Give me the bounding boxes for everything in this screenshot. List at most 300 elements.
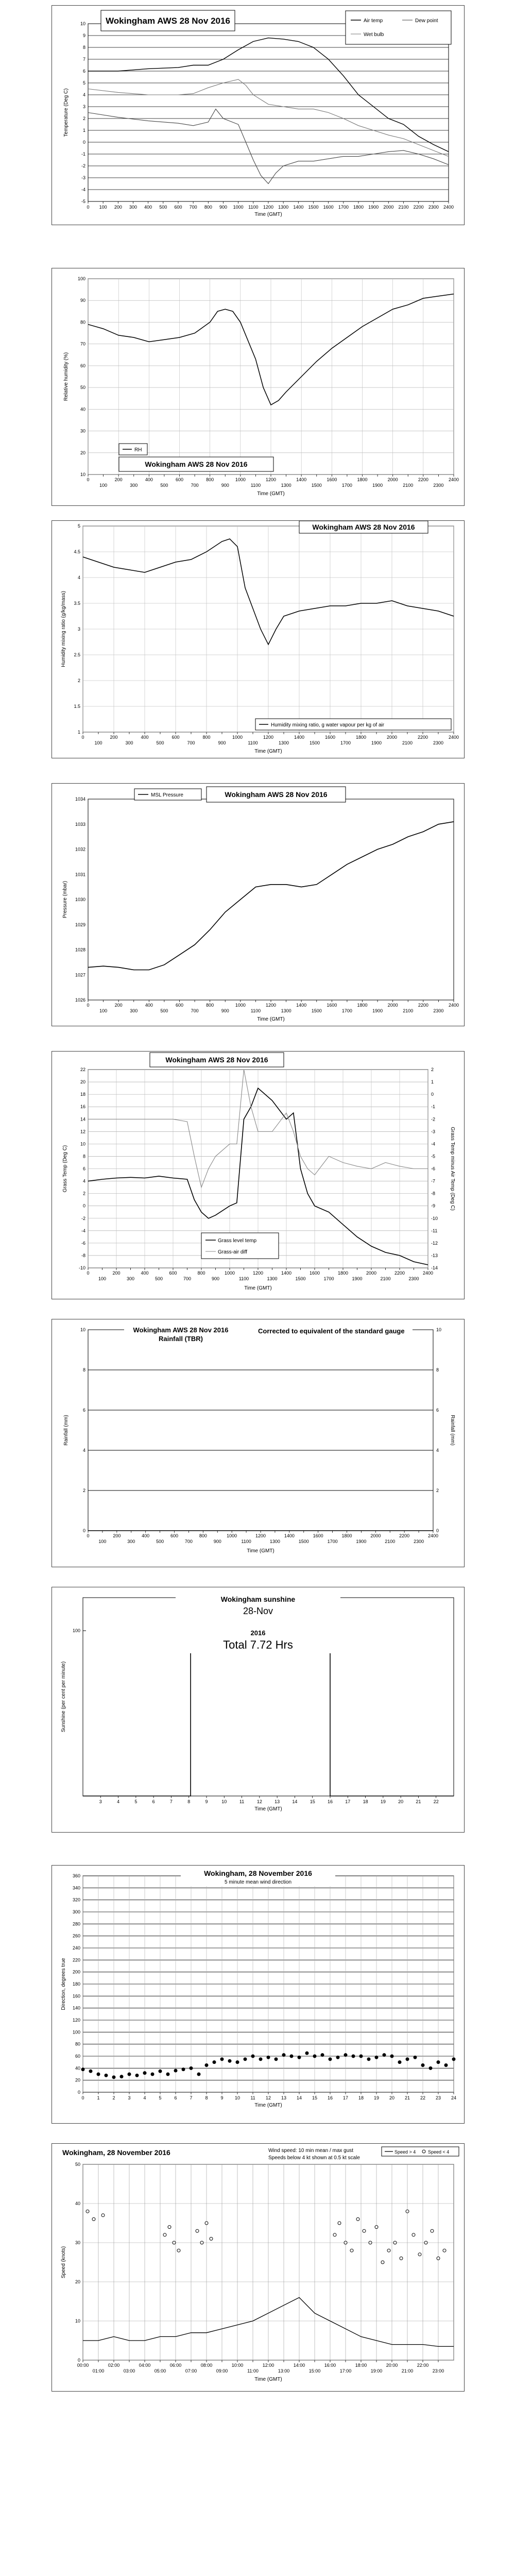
speed-below-4-point: [168, 2226, 171, 2229]
y-tick-label: 8: [82, 45, 85, 50]
wind-direction-point: [143, 2071, 147, 2075]
wind-direction-point: [105, 2074, 108, 2077]
x-tick-label: 700: [191, 483, 199, 488]
y-tick-label: 1: [82, 128, 85, 133]
x-tick-label: 1800: [355, 735, 367, 740]
x-tick-label: 23: [435, 2095, 441, 2100]
y-tick-label: 1031: [75, 872, 85, 877]
x-tick-label: 06:00: [169, 2363, 182, 2368]
x-tick-label: 18:00: [355, 2363, 367, 2368]
x-tick-label: 200: [110, 735, 118, 740]
x-tick-label: 1800: [357, 1003, 368, 1008]
y-tick-label: 2: [82, 1488, 85, 1493]
chart-note-1: Wind speed: 10 min mean / max gust: [268, 2148, 354, 2154]
x-tick-label: 1200: [265, 1003, 277, 1008]
x-tick-label: 05:00: [154, 2368, 166, 2374]
x-tick-label: 1500: [311, 483, 322, 488]
x-tick-label: 1100: [248, 740, 258, 745]
x-tick-label: 2000: [386, 735, 398, 740]
y-tick-label: 1030: [75, 897, 85, 902]
x-tick-label: 300: [127, 1539, 135, 1544]
y-tick-label: 1029: [75, 922, 85, 927]
chart-title: Wokingham AWS 28 Nov 2016: [133, 1326, 229, 1334]
x-tick-label: 600: [169, 1270, 177, 1276]
y-tick-label: 14: [80, 1116, 85, 1122]
x-tick-label: 1600: [324, 735, 336, 740]
y-axis-label: Speed (knots): [61, 2246, 66, 2279]
y2-tick-label: -9: [431, 1203, 436, 1209]
x-tick-label: 1400: [293, 205, 304, 210]
wind-direction-point: [220, 2057, 224, 2061]
x-tick-label: 1500: [311, 1008, 322, 1013]
speed-below-4-point: [437, 2257, 440, 2260]
wind-direction-point: [197, 2073, 201, 2076]
y-tick-label: 50: [75, 2162, 80, 2167]
x-tick-label: 13: [281, 2095, 287, 2100]
wind-direction-point: [267, 2056, 270, 2059]
x-tick-label: 17:00: [339, 2368, 352, 2374]
x-tick-label: 300: [126, 1276, 135, 1281]
wind-direction-point: [329, 2057, 332, 2061]
x-axis-label: Time (GMT): [257, 1016, 285, 1022]
speed-below-4-point: [393, 2241, 397, 2244]
x-tick-label: 12: [256, 1799, 262, 1804]
x-tick-label: 11:00: [247, 2368, 259, 2374]
speed-below-4-point: [381, 2261, 384, 2264]
x-tick-label: 14: [296, 2095, 302, 2100]
y-tick-label: 0: [77, 2358, 80, 2363]
wind-direction-point: [89, 2070, 93, 2073]
y-tick-label: 16: [80, 1104, 85, 1110]
y2-tick-label: -12: [431, 1240, 438, 1246]
y2-axis-label: Grass Temp minus Air Temp (Deg C): [450, 1127, 455, 1211]
x-tick-label: 04:00: [139, 2363, 151, 2368]
x-tick-label: 1600: [323, 205, 334, 210]
wind-direction-point: [375, 2056, 379, 2059]
legend-label-speed-above: Speed > 4: [394, 2149, 416, 2155]
wind-direction-point: [97, 2073, 100, 2076]
y-tick-label: 4: [82, 92, 85, 97]
x-tick-label: 9: [205, 1799, 208, 1804]
x-tick-label: 800: [206, 477, 214, 482]
wind-direction-point: [112, 2075, 116, 2079]
grass-temp-chart-panel: [52, 1051, 465, 1299]
x-tick-label: 200: [114, 205, 122, 210]
x-tick-label: 900: [211, 1276, 220, 1281]
x-tick-label: 1400: [284, 1533, 295, 1538]
wind-direction-point: [313, 2055, 317, 2058]
y-tick-label: 1027: [75, 972, 85, 978]
x-tick-label: 900: [213, 1539, 221, 1544]
x-tick-label: 19: [380, 1799, 386, 1804]
y-tick-label: 8: [82, 1154, 85, 1159]
x-tick-label: 12: [265, 2095, 271, 2100]
y-tick-label: 360: [72, 1873, 80, 1878]
y-tick-label: 4: [82, 1448, 85, 1453]
chart-title: Wokingham, 28 November 2016: [62, 2148, 170, 2157]
x-tick-label: 500: [160, 483, 168, 488]
wind-direction-point: [421, 2063, 425, 2067]
x-tick-label: 2200: [417, 735, 428, 740]
y-tick-label: 40: [80, 406, 85, 412]
x-tick-label: 22:00: [417, 2363, 429, 2368]
y-tick-label: 22: [80, 1067, 85, 1072]
x-tick-label: 300: [129, 205, 138, 210]
chart-subtitle: Rainfall (TBR): [159, 1335, 203, 1343]
y-tick-label: 10: [75, 2318, 80, 2324]
rainfall-chart-panel: [52, 1319, 465, 1567]
y2-tick-label: 2: [431, 1067, 434, 1072]
y-tick-label: 6: [82, 1408, 85, 1413]
y-tick-label: 80: [75, 2041, 80, 2047]
wind-direction-point: [444, 2063, 448, 2067]
y2-tick-label: 4: [436, 1448, 439, 1453]
y-tick-label: -1: [81, 151, 85, 157]
y-tick-label: 4: [82, 1178, 85, 1184]
wind-direction-point: [128, 2073, 131, 2076]
x-tick-label: 600: [170, 1533, 179, 1538]
wind-direction-point: [166, 2073, 170, 2076]
wind-direction-point: [228, 2059, 232, 2063]
x-tick-label: 22: [420, 2095, 426, 2100]
legend-label-rh: RH: [134, 447, 142, 453]
y-tick-label: 1028: [75, 947, 85, 953]
x-tick-label: 1300: [278, 740, 289, 745]
x-tick-label: 2000: [366, 1270, 377, 1276]
x-tick-label: 1200: [263, 205, 274, 210]
y-tick-label: -6: [81, 1240, 85, 1246]
x-tick-label: 14:00: [293, 2363, 305, 2368]
x-tick-label: 2400: [448, 1003, 459, 1008]
mixing-ratio-chart: [52, 521, 464, 758]
x-tick-label: 1300: [267, 1276, 278, 1281]
x-tick-label: 9: [220, 2095, 224, 2100]
x-tick-label: 2200: [418, 1003, 428, 1008]
x-tick-label: 900: [221, 483, 229, 488]
x-tick-label: 2200: [399, 1533, 410, 1538]
x-tick-label: 1300: [281, 1008, 291, 1013]
x-tick-label: 2200: [413, 205, 424, 210]
x-tick-label: 5: [134, 1799, 138, 1804]
x-tick-label: 1100: [250, 483, 261, 488]
x-tick-label: 2000: [387, 477, 398, 482]
y2-tick-label: -8: [431, 1191, 436, 1196]
wind-direction-point: [244, 2057, 247, 2061]
x-axis-label: Time (GMT): [254, 2377, 282, 2382]
y-tick-label: 20: [75, 2077, 80, 2083]
wind-speed-chart: [52, 2144, 464, 2391]
x-tick-label: 1300: [278, 205, 289, 210]
y2-tick-label: -1: [431, 1104, 436, 1110]
x-axis-label: Time (GMT): [257, 491, 285, 497]
chart-note: Corrected to equivalent of the standard gauge: [258, 1327, 405, 1335]
y-tick-label: 3: [77, 626, 80, 632]
y2-tick-label: 1: [431, 1079, 434, 1085]
y2-tick-label: -13: [431, 1252, 438, 1258]
x-tick-label: 13: [274, 1799, 280, 1804]
legend-label-grass: Grass level temp: [218, 1238, 257, 1244]
x-tick-label: 800: [202, 735, 211, 740]
x-tick-label: 2200: [394, 1270, 405, 1276]
y-tick-label: 1033: [75, 821, 85, 827]
legend-label-wet-bulb: Wet bulb: [364, 32, 384, 38]
x-tick-label: 19: [373, 2095, 380, 2100]
chart-title: Wokingham AWS 28 Nov 2016: [312, 522, 415, 531]
y-axis-label: Grass Temp (Deg C): [62, 1145, 68, 1193]
y-tick-label: 10: [80, 472, 85, 477]
x-tick-label: 12:00: [262, 2363, 274, 2368]
wind-direction-point: [383, 2053, 386, 2057]
x-tick-label: 17: [345, 1799, 351, 1804]
x-tick-label: 100: [99, 483, 108, 488]
temperature-chart: [52, 6, 464, 225]
y2-tick-label: -6: [431, 1166, 436, 1172]
x-tick-label: 03:00: [123, 2368, 135, 2374]
x-tick-label: 15: [312, 2095, 318, 2100]
y-tick-label: 8: [82, 1367, 85, 1372]
sunshine-chart-panel: [52, 1587, 465, 1833]
x-tick-label: 900: [221, 1008, 229, 1013]
x-tick-label: 700: [191, 1008, 199, 1013]
x-tick-label: 400: [145, 477, 153, 482]
legend-label-mixing-ratio: Humidity mixing ratio, g water vapour per kg of air: [271, 722, 385, 728]
y-tick-label: 18: [80, 1092, 85, 1097]
y-tick-label: 300: [72, 1909, 80, 1914]
x-tick-label: 2: [112, 2095, 115, 2100]
wind-direction-point: [305, 2052, 309, 2055]
sunshine-chart: [52, 1587, 464, 1832]
x-tick-label: 1000: [227, 1533, 237, 1538]
x-tick-label: 02:00: [108, 2363, 120, 2368]
speed-below-4-point: [86, 2210, 89, 2213]
y-tick-label: 3.5: [74, 601, 80, 606]
speed-below-4-point: [431, 2229, 434, 2232]
y2-tick-label: -2: [431, 1116, 436, 1122]
x-tick-label: 20: [389, 2095, 395, 2100]
y-tick-label: 180: [72, 1981, 80, 1987]
y-tick-label: 10: [80, 21, 85, 26]
wind-direction-chart-panel: [52, 1865, 465, 2124]
y-tick-label: 100: [72, 2029, 80, 2035]
legend-label-pressure: MSL Pressure: [151, 792, 183, 798]
x-tick-label: 1: [97, 2095, 100, 2100]
x-tick-label: 16: [327, 1799, 333, 1804]
x-tick-label: 1700: [327, 1539, 338, 1544]
x-tick-label: 1100: [248, 205, 259, 210]
x-tick-label: 800: [199, 1533, 207, 1538]
x-tick-label: 900: [219, 205, 228, 210]
y-tick-label: 160: [72, 1993, 80, 1999]
x-tick-label: 2100: [380, 1276, 391, 1281]
x-tick-label: 1200: [265, 477, 277, 482]
x-tick-label: 3: [99, 1799, 102, 1804]
wind-direction-point: [282, 2053, 286, 2057]
wind-direction-point: [205, 2063, 209, 2067]
y-axis-label: Humidity mixing ratio (g/kg/mass): [61, 591, 66, 667]
plot-area: [88, 1330, 433, 1531]
x-tick-label: 1500: [298, 1539, 309, 1544]
x-tick-label: 1800: [353, 205, 364, 210]
speed-below-4-point: [163, 2233, 166, 2236]
x-tick-label: 21: [404, 2095, 410, 2100]
x-tick-label: 1600: [327, 477, 337, 482]
y-tick-label: 240: [72, 1945, 80, 1951]
y-tick-label: 280: [72, 1921, 80, 1927]
x-tick-label: 400: [141, 735, 149, 740]
wind-direction-point: [359, 2055, 363, 2058]
x-tick-label: 100: [94, 740, 102, 745]
grass-temp-chart: [52, 1052, 464, 1299]
x-tick-label: 1000: [235, 477, 246, 482]
x-tick-label: 800: [206, 1003, 214, 1008]
legend-label-diff: Grass-air diff: [218, 1249, 248, 1255]
speed-below-4-point: [375, 2226, 378, 2229]
x-tick-label: 400: [145, 1003, 153, 1008]
x-tick-label: 16:00: [324, 2363, 336, 2368]
wind-direction-point: [274, 2057, 278, 2061]
x-tick-label: 18: [363, 1799, 368, 1804]
chart-title: Wokingham AWS 28 Nov 2016: [106, 15, 230, 26]
x-tick-label: 10:00: [231, 2363, 244, 2368]
wind-direction-point: [135, 2074, 139, 2077]
x-tick-label: 1600: [309, 1270, 320, 1276]
x-tick-label: 1400: [296, 477, 307, 482]
y-tick-label: -2: [81, 1215, 85, 1221]
x-tick-label: 1600: [327, 1003, 337, 1008]
x-tick-label: 15: [310, 1799, 315, 1804]
x-tick-label: 11: [239, 1799, 245, 1804]
y-tick-label: 12: [80, 1129, 85, 1134]
x-tick-label: 2000: [383, 205, 394, 210]
wind-direction-point: [182, 2067, 185, 2071]
x-tick-label: 2200: [418, 477, 428, 482]
x-tick-label: 1800: [337, 1270, 349, 1276]
plot-area: [88, 24, 449, 201]
x-tick-label: 09:00: [216, 2368, 228, 2374]
y-tick-label: 50: [80, 385, 85, 391]
y2-tick-label: 0: [431, 1092, 434, 1097]
chart-subtitle: 5 minute mean wind direction: [224, 1879, 292, 1885]
chart-total: Total 7.72 Hrs: [223, 1638, 293, 1651]
x-tick-label: 3: [128, 2095, 131, 2100]
x-axis-label: Time (GMT): [244, 1285, 272, 1291]
pressure-chart: [52, 784, 464, 1026]
x-tick-label: 1300: [269, 1539, 280, 1544]
y-tick-label: 9: [82, 33, 85, 38]
y-tick-label: 1: [77, 730, 80, 735]
pressure-chart-panel: [52, 783, 465, 1026]
y-tick-label: -10: [78, 1265, 85, 1270]
x-tick-label: 1800: [357, 477, 368, 482]
x-tick-label: 1500: [308, 205, 319, 210]
x-tick-label: 800: [197, 1270, 205, 1276]
y-tick-label: 20: [80, 1079, 85, 1085]
chart-title: Wokingham AWS 28 Nov 2016: [165, 1055, 268, 1064]
x-tick-label: 600: [175, 477, 184, 482]
y-tick-label: 80: [80, 319, 85, 325]
wind-direction-point: [290, 2055, 294, 2058]
x-axis-label: Time (GMT): [254, 212, 282, 217]
x-tick-label: 500: [159, 205, 167, 210]
x-tick-label: 1200: [252, 1270, 264, 1276]
x-tick-label: 1900: [372, 1008, 383, 1013]
x-tick-label: 10: [221, 1799, 227, 1804]
x-tick-label: 700: [189, 205, 197, 210]
x-tick-label: 1200: [263, 735, 274, 740]
x-tick-label: 1900: [356, 1539, 367, 1544]
y-axis-label: Direction, degrees true: [61, 1958, 66, 2010]
wind-direction-point: [367, 2057, 371, 2061]
x-tick-label: 1900: [352, 1276, 363, 1281]
y-axis-label: Temperature (Deg C): [63, 88, 69, 137]
x-tick-label: 100: [99, 205, 107, 210]
y-tick-label: 2: [77, 678, 80, 683]
y-tick-label: 220: [72, 1957, 80, 1963]
x-tick-label: 1400: [296, 1003, 307, 1008]
y2-tick-label: -5: [431, 1154, 436, 1159]
y-tick-label: 140: [72, 2005, 80, 2011]
y-axis-label: Sunshine (per cent per minute): [61, 1661, 66, 1733]
wind-direction-point: [259, 2057, 263, 2061]
y-tick-label: 6: [82, 69, 85, 74]
x-tick-label: 1100: [241, 1539, 251, 1544]
speed-below-4-point: [173, 2241, 176, 2244]
x-tick-label: 1900: [371, 740, 382, 745]
y2-tick-label: 2: [436, 1488, 439, 1493]
x-tick-label: 1000: [235, 1003, 246, 1008]
y2-tick-label: 8: [436, 1367, 439, 1372]
x-axis-label: Time (GMT): [254, 749, 282, 754]
x-tick-label: 13:00: [278, 2368, 290, 2374]
speed-below-4-point: [333, 2233, 336, 2236]
speed-below-4-point: [363, 2229, 366, 2232]
x-tick-label: 2400: [448, 735, 459, 740]
y-tick-label: 2: [82, 1191, 85, 1196]
x-tick-label: 0: [87, 205, 90, 210]
x-tick-label: 1700: [338, 205, 349, 210]
x-axis-label: Time (GMT): [247, 1548, 274, 1554]
wind-direction-point: [120, 2075, 124, 2078]
wind-direction-point: [437, 2060, 440, 2064]
x-tick-label: 1700: [341, 1008, 352, 1013]
chart-title: Wokingham sunshine: [220, 1595, 296, 1603]
x-tick-label: 0: [87, 1003, 90, 1008]
speed-below-4-point: [92, 2217, 95, 2221]
chart-note-2: Speeds below 4 kt shown at 0.5 kt scale: [268, 2155, 360, 2161]
wind-direction-point: [336, 2056, 340, 2059]
x-tick-label: 15:00: [308, 2368, 321, 2374]
x-tick-label: 600: [174, 205, 182, 210]
y2-axis-label: Rainfall (mm): [450, 1415, 455, 1446]
wind-direction-point: [213, 2060, 216, 2064]
x-tick-label: 2400: [443, 205, 454, 210]
speed-below-4-point: [101, 2214, 105, 2217]
y-tick-label: 3: [82, 104, 85, 109]
y-tick-label: -2: [81, 163, 85, 168]
x-tick-label: 14: [292, 1799, 298, 1804]
y-tick-label: 320: [72, 1897, 80, 1903]
x-tick-label: 0: [81, 2095, 84, 2100]
x-tick-label: 2300: [433, 483, 444, 488]
y-axis-label: Relative humidity (%): [63, 352, 69, 401]
y-tick-label: -4: [81, 1228, 85, 1233]
x-tick-label: 200: [114, 1003, 123, 1008]
speed-below-4-point: [350, 2249, 353, 2252]
speed-below-4-point: [424, 2241, 427, 2244]
x-tick-label: 1700: [323, 1276, 334, 1281]
x-tick-label: 1000: [232, 735, 243, 740]
x-tick-label: 10: [234, 2095, 241, 2100]
